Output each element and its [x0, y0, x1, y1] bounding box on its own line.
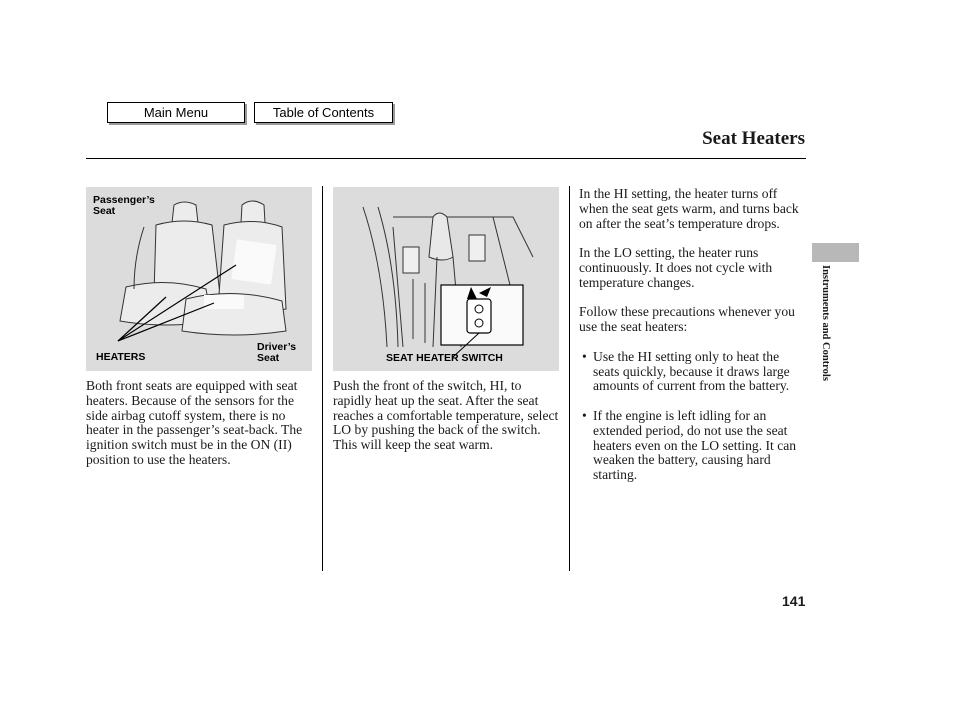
section-label: Instruments and Controls	[820, 265, 831, 381]
section-tab	[812, 243, 859, 262]
column-1-text	[86, 379, 312, 483]
page-title: Seat Heaters	[702, 128, 805, 149]
passenger-seat-label: Passenger’s Seat	[93, 194, 155, 217]
title-divider	[86, 158, 806, 159]
list-item: • Use the HI setting only to heat the seats quickly, because it draws large amounts of current from the battery.	[579, 350, 805, 394]
precautions-list	[579, 350, 805, 483]
paragraph: Push the front of the switch, HI, to rapidly heat up the seat. After the seat reaches a comfortable temperature, select LO by pushing the back of the switch. This will keep the seat warm.	[333, 378, 559, 453]
heaters-label: HEATERS	[96, 351, 146, 363]
paragraph: Both front seats are equipped with seat heaters. Because of the sensors for the side airbag cutoff system, there is no heater in the passenger’s seat-back. The ignition switch must be in the ON (II) position to use the heaters.	[86, 378, 303, 467]
seat-heater-switch-caption: SEAT HEATER SWITCH	[386, 352, 503, 364]
column-divider	[322, 186, 323, 571]
seat-heater-switch-illustration	[333, 187, 559, 371]
column-2-text	[333, 379, 559, 468]
main-menu-button[interactable]: Main Menu	[107, 102, 245, 123]
console-drawing	[333, 187, 559, 371]
column-3-text	[579, 187, 805, 498]
paragraph: In the LO setting, the heater runs continuously. It does not cycle with temperature changes.	[579, 245, 773, 290]
list-item: • If the engine is left idling for an extended period, do not use the seat heaters even on the LO setting. It can weaken the battery, causing hard starting.	[579, 409, 805, 483]
seats-illustration	[86, 187, 312, 371]
table-of-contents-button[interactable]: Table of Contents	[254, 102, 393, 123]
column-divider	[569, 186, 570, 571]
paragraph: In the HI setting, the heater turns off when the seat gets warm, and turns back on after the seat’s temperature drops.	[579, 186, 799, 231]
page-number: 141	[782, 593, 806, 609]
paragraph: Follow these precautions whenever you use the seat heaters:	[579, 304, 795, 335]
driver-seat-label: Driver’s Seat	[257, 341, 297, 364]
